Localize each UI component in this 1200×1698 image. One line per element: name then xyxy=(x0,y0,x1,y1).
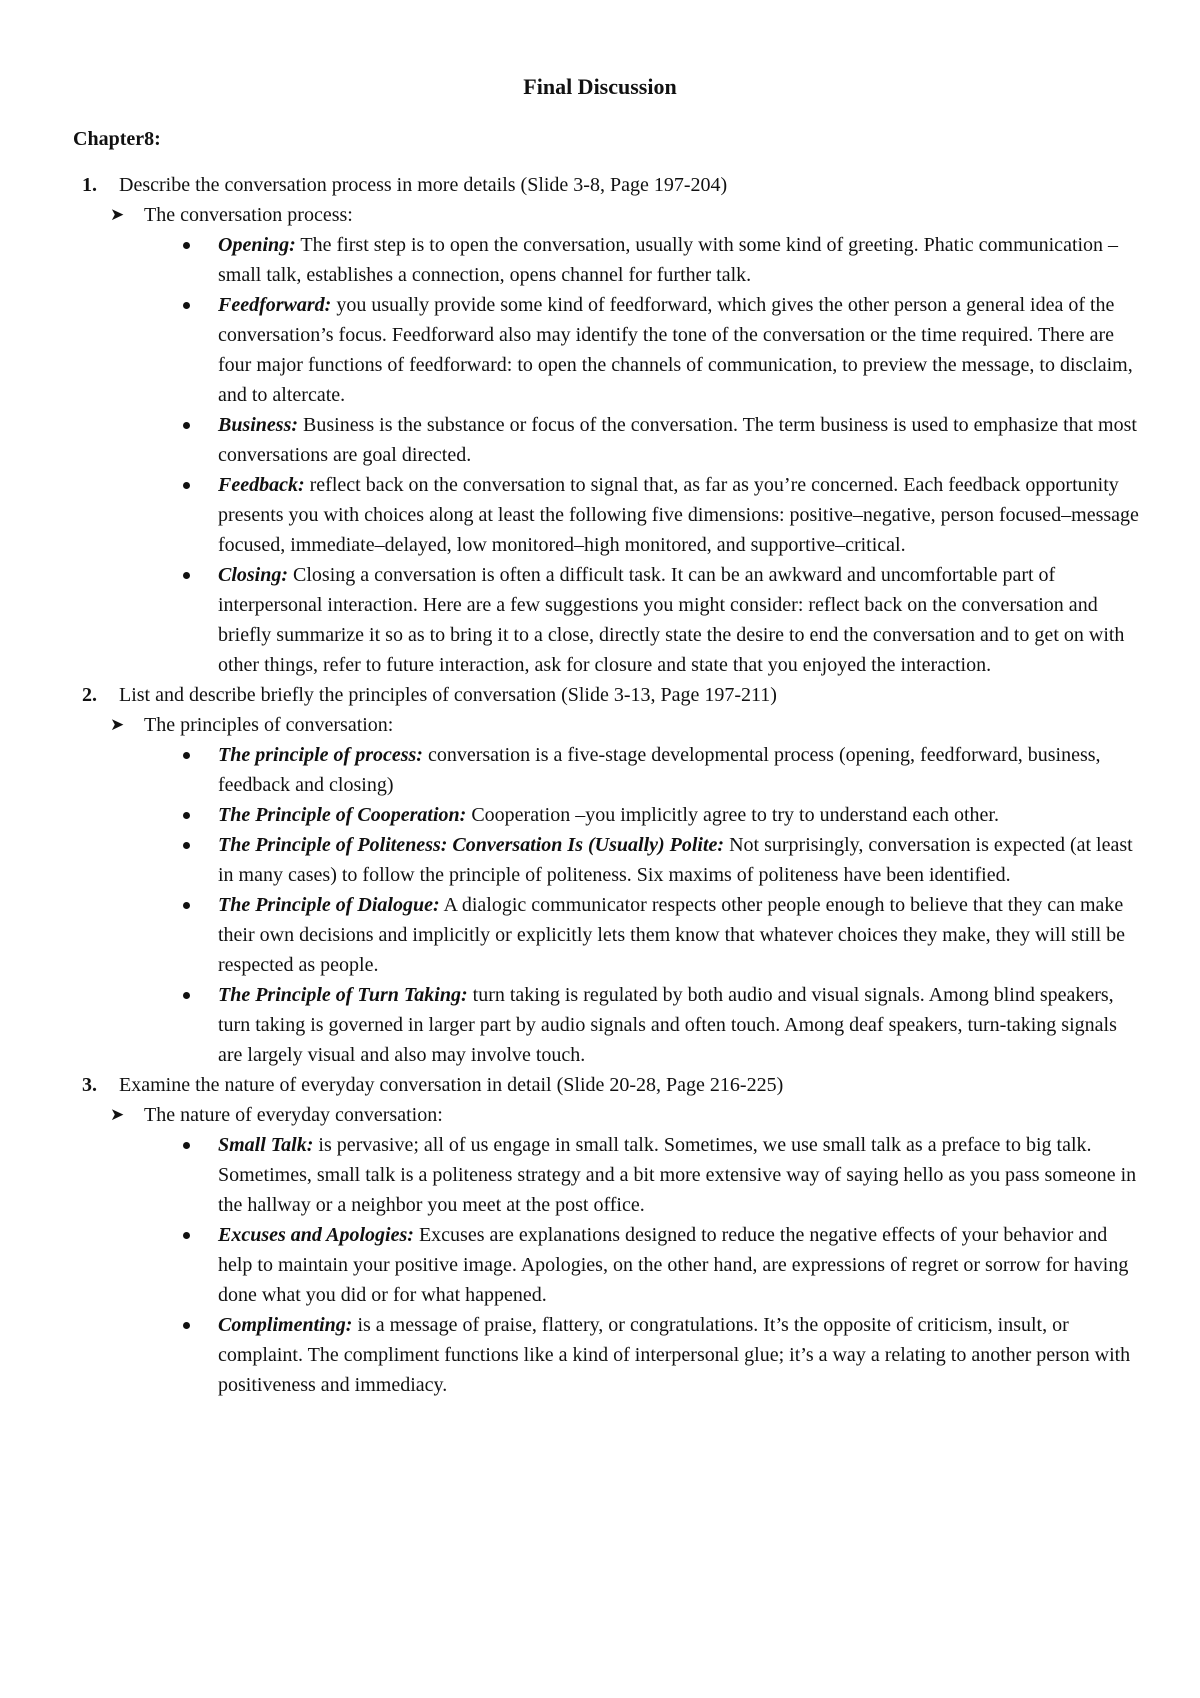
subheading-text: The principles of conversation: xyxy=(144,714,394,736)
bullet-text: A dialogic communicator respects other people enough to believe that they can make their own decisions and implicitly or explicitly lets them know that whatever choices they make, they will still be respected as people. xyxy=(218,894,1126,976)
subheading-3 xyxy=(0,1100,1200,1130)
question-1 xyxy=(0,170,1200,200)
bullet-text: you usually provide some kind of feedforward, which gives the other person a general idea of the conversation’s focus. Feedforward also may identify the tone of the conversation or the time required. There are four major functions of feedforward: to open the channels of communication, to preview the message, to disclaim, and to altercate. xyxy=(218,294,1133,406)
bullet-term: Complimenting: xyxy=(218,1314,353,1336)
question-3 xyxy=(0,1070,1200,1100)
bullet-term: Business: xyxy=(218,414,299,436)
bullet-term: Excuses and Apologies: xyxy=(218,1224,414,1246)
question-number: 3. xyxy=(82,1074,97,1096)
bullet-item xyxy=(0,1310,1200,1400)
bullet-item xyxy=(0,230,1200,290)
question-number: 2. xyxy=(82,684,97,706)
bullet-term: Feedback: xyxy=(218,474,305,496)
chapter-heading: Chapter8: xyxy=(73,128,161,150)
bullet-text: The first step is to open the conversation, usually with some kind of greeting. Phatic communication –small talk, establishes a connection, opens channel for further talk. xyxy=(218,234,1119,286)
subheading-text: The conversation process: xyxy=(144,204,353,226)
bullet-item xyxy=(0,470,1200,560)
bullet-term: The Principle of Politeness: Conversation Is (Usually) Polite: xyxy=(218,834,725,856)
bullet-item xyxy=(0,830,1200,890)
bullet-dot-icon xyxy=(183,812,190,819)
bullet-text: turn taking is regulated by both audio and visual signals. Among blind speakers, turn taking is governed in larger part by audio signals and often touch. Among deaf speakers, turn-taking signals are largely visual and also may involve touch. xyxy=(218,984,1117,1066)
question-text: Examine the nature of everyday conversation in detail (Slide 20-28, Page 216-225) xyxy=(119,1074,784,1096)
bullet-item xyxy=(0,1220,1200,1310)
bullet-item xyxy=(0,560,1200,680)
question-text: Describe the conversation process in more details (Slide 3-8, Page 197-204) xyxy=(119,174,728,196)
bullet-term: Small Talk: xyxy=(218,1134,314,1156)
question-2 xyxy=(0,680,1200,710)
bullet-term: The Principle of Turn Taking: xyxy=(218,984,468,1006)
arrow-bullet-icon: ➤ xyxy=(110,715,125,734)
bullet-dot-icon xyxy=(183,242,190,249)
bullet-dot-icon xyxy=(183,302,190,309)
question-text: List and describe briefly the principles of conversation (Slide 3-13, Page 197-211) xyxy=(119,684,777,706)
bullet-item xyxy=(0,410,1200,470)
bullet-text: conversation is a five-stage developmental process (opening, feedforward, business, feedback and closing) xyxy=(218,744,1101,796)
bullet-text: Not surprisingly, conversation is expected (at least in many cases) to follow the principle of politeness. Six maxims of politeness have been identified. xyxy=(218,834,1133,886)
bullet-text: is a message of praise, flattery, or congratulations. It’s the opposite of criticism, insult, or complaint. The compliment functions like a kind of interpersonal glue; it’s a way a relating to another person with positiveness and immediacy. xyxy=(218,1314,1131,1396)
bullet-text: Excuses are explanations designed to reduce the negative effects of your behavior and help to maintain your positive image. Apologies, on the other hand, are expressions of regret or sorrow for having done what you did or for what happened. xyxy=(218,1224,1129,1306)
subheading-1 xyxy=(0,200,1200,230)
bullet-dot-icon xyxy=(183,752,190,759)
bullet-item xyxy=(0,1130,1200,1220)
bullet-item xyxy=(0,890,1200,980)
questions-list xyxy=(0,170,1200,1400)
bullet-item xyxy=(0,800,1200,830)
bullet-term: Opening: xyxy=(218,234,296,256)
bullet-dot-icon xyxy=(183,1232,190,1239)
bullet-item xyxy=(0,980,1200,1070)
bullet-term: The Principle of Cooperation: xyxy=(218,804,467,826)
bullet-term: Closing: xyxy=(218,564,289,586)
bullet-text: Business is the substance or focus of the conversation. The term business is used to emphasize that most conversations are goal directed. xyxy=(218,414,1137,466)
bullet-dot-icon xyxy=(183,482,190,489)
bullet-item xyxy=(0,740,1200,800)
bullet-dot-icon xyxy=(183,1142,190,1149)
page-title: Final Discussion xyxy=(523,74,677,99)
bullet-text: is pervasive; all of us engage in small talk. Sometimes, we use small talk as a preface to big talk. Sometimes, small talk is a politeness strategy and a bit more extensive way of saying hello as you pass someone in the hallway or a neighbor you meet at the post office. xyxy=(218,1134,1137,1216)
bullet-dot-icon xyxy=(183,572,190,579)
question-number: 1. xyxy=(82,174,97,196)
subheading-text: The nature of everyday conversation: xyxy=(144,1104,443,1126)
bullet-dot-icon xyxy=(183,992,190,999)
bullet-term: The Principle of Dialogue: xyxy=(218,894,440,916)
bullet-dot-icon xyxy=(183,902,190,909)
bullet-text: Closing a conversation is often a difficult task. It can be an awkward and uncomfortable part of interpersonal interaction. Here are a few suggestions you might consider: reflect back on the conversation and briefly summarize it so as to bring it to a close, directly state the desire to end the conversation and to get on with other things, refer to future interaction, ask for closure and state that you enjoyed the interaction. xyxy=(218,564,1125,676)
subheading-2 xyxy=(0,710,1200,740)
bullet-dot-icon xyxy=(183,422,190,429)
bullet-text: Cooperation –you implicitly agree to try to understand each other. xyxy=(466,804,999,826)
bullet-text: reflect back on the conversation to signal that, as far as you’re concerned. Each feedback opportunity presents you with choices along at least the following five dimensions: positive–negative, person focused–message focused, immediate–delayed, low monitored–high monitored, and supportive–critical. xyxy=(218,474,1139,556)
bullet-item xyxy=(0,290,1200,410)
bullet-term: The principle of process: xyxy=(218,744,423,766)
bullet-dot-icon xyxy=(183,1322,190,1329)
bullet-dot-icon xyxy=(183,842,190,849)
arrow-bullet-icon: ➤ xyxy=(110,1105,125,1124)
bullet-term: Feedforward: xyxy=(218,294,332,316)
arrow-bullet-icon: ➤ xyxy=(110,205,125,224)
